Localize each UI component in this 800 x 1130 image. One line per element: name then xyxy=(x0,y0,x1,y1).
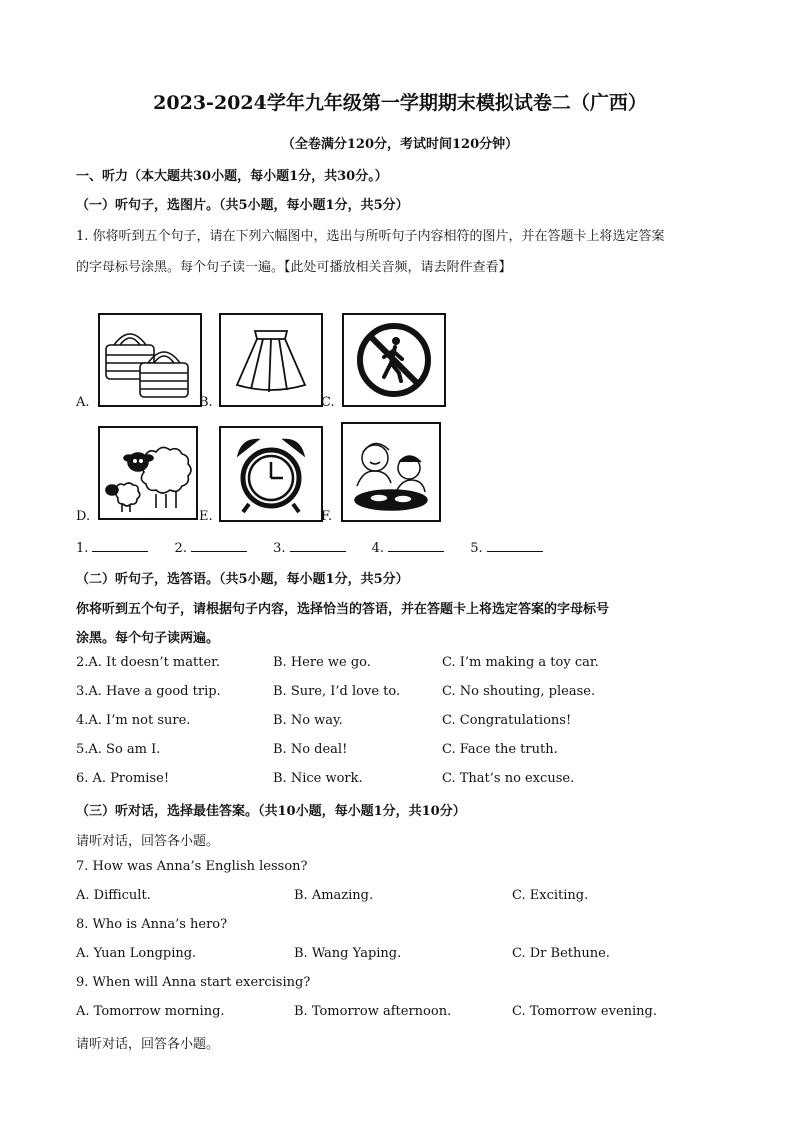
q9-option-b: B. Tomorrow afternoon. xyxy=(294,1004,452,1019)
part1-heading: 一、听力（本大题共30小题，每小题1分，共30分。） xyxy=(76,169,388,184)
picture-label-f: F. xyxy=(321,509,333,524)
picture-label-e: E. xyxy=(199,509,213,524)
answer-blank-1[interactable] xyxy=(92,539,148,552)
section2-instruction-line1: 你将听到五个句子，请根据句子内容，选择恰当的答语，并在答题卡上将选定答案的字母标号 xyxy=(76,602,610,617)
answer-number-3: 3. xyxy=(273,541,286,556)
q3-option-b: B. Sure, I’d love to. xyxy=(273,684,401,699)
exam-subtitle: （全卷满分120分，考试时间120分钟） xyxy=(281,137,519,152)
answer-blanks-row xyxy=(76,539,565,556)
q7-option-c: C. Exciting. xyxy=(512,888,589,903)
answer-blank-3[interactable] xyxy=(290,539,346,552)
q9-option-c: C. Tomorrow evening. xyxy=(512,1004,657,1019)
q8-option-b: B. Wang Yaping. xyxy=(294,946,402,961)
q9-question: 9. When will Anna start exercising? xyxy=(76,975,311,990)
q2-option-c: C. I’m making a toy car. xyxy=(442,655,599,670)
answer-number-5: 5. xyxy=(470,541,483,556)
picture-label-b: B. xyxy=(199,395,213,410)
q4-option-a: 4.A. I’m not sure. xyxy=(76,713,191,728)
section2-heading: （二）听句子，选答语。（共5小题，每小题1分，共5分） xyxy=(76,572,409,587)
q6-option-c: C. That’s no excuse. xyxy=(442,771,575,786)
picture-label-a: A. xyxy=(76,395,90,410)
q5-option-c: C. Face the truth. xyxy=(442,742,558,757)
skirt-icon xyxy=(219,313,323,407)
answer-blank-2[interactable] xyxy=(191,539,247,552)
picture-tick-mark: _ xyxy=(148,508,153,519)
q4-option-b: B. No way. xyxy=(273,713,343,728)
answer-number-4: 4. xyxy=(371,541,385,556)
q5-option-b: B. No deal! xyxy=(273,742,348,757)
answer-number-2: 2. xyxy=(174,541,187,556)
q9-option-a: A. Tomorrow morning. xyxy=(76,1004,225,1019)
section1-instruction-line1: 1. 你将听到五个句子，请在下列六幅图中，选出与所听句子内容相符的图片，并在答题卡上将选定答案 xyxy=(76,229,665,244)
q7-option-a: A. Difficult. xyxy=(76,888,151,903)
section3-intro: 请听对话，回答各小题。 xyxy=(76,834,220,849)
q6-option-b: B. Nice work. xyxy=(273,771,363,786)
q3-option-a: 3.A. Have a good trip. xyxy=(76,684,221,699)
picture-label-c: C. xyxy=(321,395,335,410)
q4-option-c: C. Congratulations! xyxy=(442,713,572,728)
q3-option-c: C. No shouting, please. xyxy=(442,684,596,699)
section1-heading: （一）听句子，选图片。（共5小题，每小题1分，共5分） xyxy=(76,198,409,213)
q5-option-a: 5.A. So am I. xyxy=(76,742,161,757)
exam-title: 2023-2024学年九年级第一学期期末模拟试卷二（广西） xyxy=(153,92,647,114)
q2-option-b: B. Here we go. xyxy=(273,655,371,670)
section3-outro: 请听对话，回答各小题。 xyxy=(76,1037,220,1052)
picture-label-d: D. xyxy=(76,509,91,524)
q6-option-a: 6. A. Promise! xyxy=(76,771,170,786)
answer-number-1: 1. xyxy=(76,541,89,556)
q2-option-a: 2.A. It doesn’t matter. xyxy=(76,655,221,670)
answer-blank-5[interactable] xyxy=(487,539,543,552)
baskets-icon xyxy=(98,313,202,407)
section3-heading: （三）听对话，选择最佳答案。（共10小题，每小题1分，共10分） xyxy=(76,804,466,819)
alarm-clock-icon xyxy=(219,426,323,522)
q7-question: 7. How was Anna’s English lesson? xyxy=(76,859,308,874)
answer-blank-4[interactable] xyxy=(388,539,444,552)
q8-option-c: C. Dr Bethune. xyxy=(512,946,610,961)
sheep-icon xyxy=(98,426,198,520)
no-walking-sign-icon xyxy=(342,313,446,407)
q8-option-a: A. Yuan Longping. xyxy=(76,946,197,961)
section1-instruction-line2: 的字母标号涂黑。每个句子读一遍。【此处可播放相关音频，请去附件查看】 xyxy=(76,260,512,275)
q8-question: 8. Who is Anna’s hero? xyxy=(76,917,228,932)
section2-instruction-line2: 涂黑。每个句子读两遍。 xyxy=(76,631,220,646)
q7-option-b: B. Amazing. xyxy=(294,888,374,903)
dinner-friends-icon xyxy=(341,422,441,522)
